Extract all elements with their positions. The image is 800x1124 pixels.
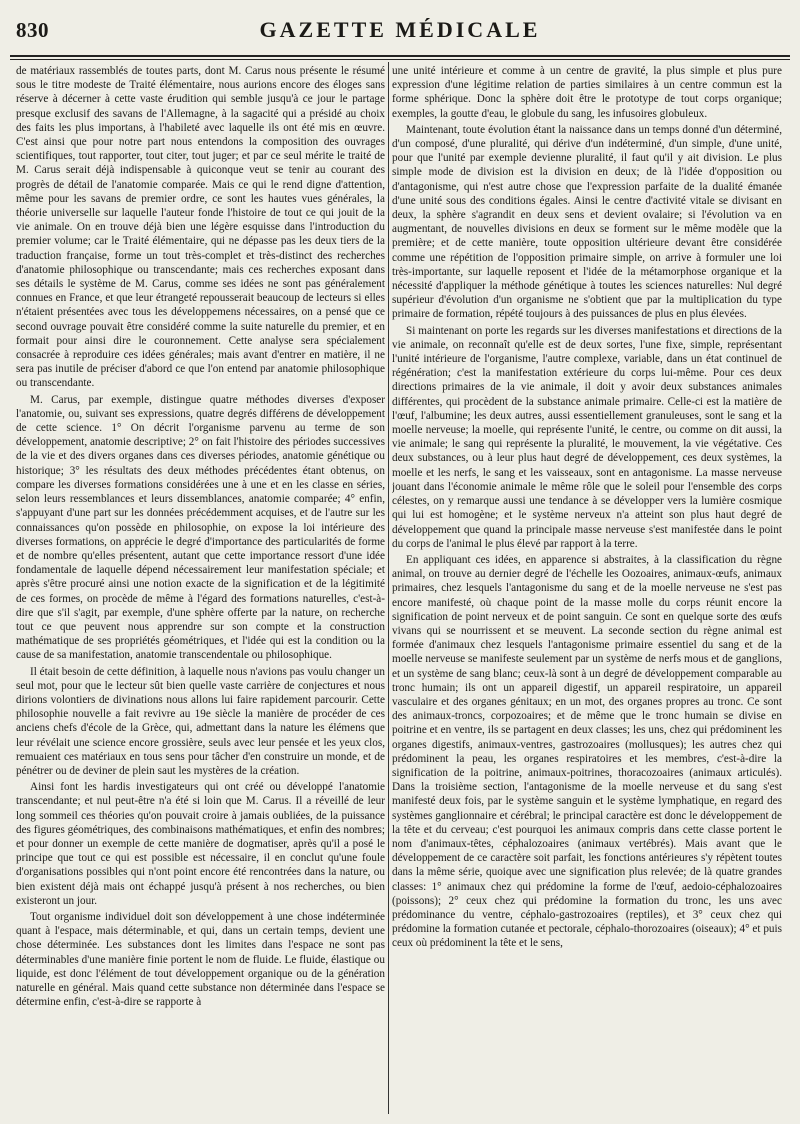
header-rule [10, 55, 790, 57]
paragraph: une unité intérieure et comme à un centre de gravité, la plus simple et plus pure expression d'une légitime relation de parties similaires à un centre commun est la forme sphérique. Donc la sphère doit être le prototype de tout corps organique; exemples, la goutte d'eau, le globule du sang, les infusoires globuleux. [392, 65, 782, 120]
paragraph: Si maintenant on porte les regards sur les diverses manifestations et directions de la vie animale, on reconnaît qu'elle est de deux sortes, l'une fixe, simple, représentant l'unité intérieure de l'organisme, l'autre complexe, variable, dans un état continuel de régénération; c'est la manifestation extérieure du corps lui-même. Pour ces deux directions primaires de la vie animale, il doit y avoir deux substances animales différentes, qui procèdent de la substance animale primaire. Celle-ci est la matière de l'œuf, l'albumine; les deux autres, aussi essentiellement granuleuses, sont le sang et la moelle nerveuse; la moelle, qui représente l'unité, le centre, ou comme on dit aussi, la vie animale; le sang qui représente la pluralité, le mouvement, la vie végétative. Ces deux substances, ou à leur plus haut degré de développement, ces deux systèmes, la moelle et les nerfs, le sang et les vaisseaux, sont en antagonisme. La masse nerveuse jouant dans l'économie animale le même rôle que le soleil pour l'ensemble des corps célestes, on y remarque aussi une tendance à se développer vers la lumière cosmique qui lui est homogène; et le système nerveux n'a atteint son plus haut degré de développement que quand la principale masse nerveuse s'est manifestée dans le point du corps de l'animal le plus élevé par rapport à la terre. [392, 324, 782, 550]
left-column [16, 64, 385, 1114]
paragraph: Tout organisme individuel doit son développement à une chose indéterminée quant à l'espace, mais déterminable, et qui, dans un certain temps, devient une chose déterminée. Les substances dont les limites dans l'espace ne sont pas déterminables d'une manière finie portent le nom de fluide. Le fluide, élastique ou liquide, est donc l'élément de tout développement organique ou de la génération naturelle en général. Mais quand cette substance non déterminée dans l'espace se détermine enfin, c'est-à-dire se rapporte à [16, 910, 385, 1009]
right-column [392, 64, 782, 1114]
paragraph: En appliquant ces idées, en apparence si abstraites, à la classification du règne animal, on trouve au dernier degré de l'échelle les Oozoaires, animaux-œufs, animaux primaires, chez lesquels l'antagonisme du sang et de la moelle nerveuse ne s'est pas encore manifesté, où chaque point de la masse molle du corps réunit encore la signification de point nerveux et de point sanguin. Ce sont en quelque sorte des œufs vivans qui se nourrissent et se meuvent. La seconde section du règne animal est formée d'animaux chez lesquels l'antagonisme primaire essentiel du sang et de la moelle nerveuse se manifeste seulement par un système de nerfs mous et de ganglions, et un système de sang blanc; ceux-là sont à un degré de développement comparable au tronc humain; ils ont un appareil digestif, un appareil respiratoire, un appareil vasculaire et des organes génitaux; en un mot, des organes propres au tronc. Ce sont des animaux-troncs, corpozoaires; et de même que le tronc humain se divise en poitrine et en ventre, ils se partagent en deux classes; les uns, chez qui prédominent les organes digestifs, animaux-ventres, gastrozoaires (mollusques); les autres chez qui prédominent la peau, les organes respiratoires et les membres, c'est-à-dire la signification de la poitrine, animaux-poitrines, thoracozoaires (animaux articulés). Dans la troisième section, l'antagonisme de la moelle nerveuse et du sang s'est manifesté deux fois, par le système sanguin et le système lymphatique, en regard des systèmes ganglionnaire et cérébral; le principal caractère est donc le développement de la tête et du cerveau; c'est pourquoi les animaux compris dans cette classe portent le nom d'animaux-têtes, céphalozoaires (animaux vertébrés). Mais avant que le développement de ce caractère soit parfait, les fonctions antérieures s'y répètent toutes dans la même série, quoique avec une signification plus relevée; de là quatre grandes classes: 1° animaux chez qui prédomine la forme de l'œuf, aedoio-céphalozoaires (poissons); 2° ceux chez qui prédomine la formation du tronc, les uns avec prédominance du ventre, céphalo-gastrozoaires (reptiles), et 3° ceux chez qui prédomine la formation cutanée et pectorale, céphalo-thorozoaires (oiseaux); 4° et puis ceux où prédominent la tête et le sens, [392, 553, 782, 950]
paragraph: Maintenant, toute évolution étant la naissance dans un temps donné d'un déterminé, d'un composé, d'une pluralité, qui dérive d'un indéterminé, d'un simple, d'une unité, pour que l'unité par exemple devienne pluralité, il faut qu'il y ait division. Le plus simple mode de division est la division en deux; de là l'idée d'opposition ou d'antagonisme, qui n'est autre chose que l'expression parfaite de la dualité émanée d'une unité sous des conditions égales. Ainsi le centre d'activité vitale se divisant en deux, la sphère s'agrandit en deux sens et devient ovalaire; si l'évolution va en augmentant, de nouvelles divisions en deux se forment sur le même modèle que la première; et de cette manière, toute opposition ultérieure devant être considérée comme une répétition de l'opposition primaire simple, on arrive à formuler une loi très-importante, sur laquelle reposent et l'idée de la métamorphose organique et la nécessité d'appliquer la méthode génétique à toutes les sciences naturelles: Nul degré supérieur d'évolution d'un organisme ne s'obtient que par la multiplication du type primaire de formation, répété toujours à des puissances de plus en plus élevées. [392, 123, 782, 321]
page-number: 830 [16, 18, 49, 42]
page-header [10, 14, 790, 48]
paragraph: Ainsi font les hardis investigateurs qui ont créé ou développé l'anatomie transcendante; et nul peut-être n'a été si loin que M. Carus. Il a réveillé de leur long sommeil ces théories qu'on pouvait croire à jamais oubliées, de la puissance des figures géométriques, des combinaisons mathématiques, et enfin des nombres; et pour donner un exemple de cette manière de dogmatiser, après qu'il a posé le principe que tout ce qui est possible est nécessaire, il en conclut qu'une foule d'organisations possibles qui n'ont point encore été rencontrées dans la nature, ou bien existent déjà mais ont échappé jusqu'à présent à nos recherches, ou bien existeront un jour. [16, 781, 385, 907]
header-rule-thin [10, 59, 790, 60]
page-title: GAZETTE MÉDICALE [259, 17, 541, 42]
paragraph: M. Carus, par exemple, distingue quatre méthodes diverses d'exposer l'anatomie, ou, suivant ses expressions, quatre degrés différens de développement de cette science. 1° On décrit l'organisme parvenu au terme de son développement, anatomie descriptive; 2° on fait l'histoire des périodes successives de la vie et des divers organes dans ces diverses périodes, anatomie génétique ou historique; 3° les résultats des deux méthodes précédentes étant obtenus, on compare les diverses formations considérées une à une et en les classe en séries, selon leurs ressemblances et leurs dissemblances, anatomie comparée; 4° enfin, s'appuyant d'une part sur les données précédemment acquises, et de l'autre sur les connaissances qu'on possède en philosophie, on expose la loi intérieure des diverses formations, on apprécie le degré d'importance des particularités de forme et de nombre qu'elles présentent, autant que cette importance ressort d'une idée fondamentale de laquelle dépend nécessairement leur manifestation spéciale; et après s'être procuré ainsi une notion exacte de la signification et de la légitimité de ces formes, on procède de même à l'égard des formations naturelles, c'est-à-dire que s'il s'agit, par exemple, d'une sphère offerte par la nature, on recherche tout ce que peuvent nous apprendre sur son compte et la construction mathématique de ses propriétés géométriques, et l'idée qui est la condition ou la cause de sa manifestation, anatomie transcendentale ou philosophique. [16, 393, 385, 662]
column-divider [388, 62, 389, 1114]
paragraph: Il était besoin de cette définition, à laquelle nous n'avions pas voulu changer un seul mot, pour que le lecteur sût bien quelle vaste carrière de conjectures et nous dirions volontiers de divinations nous allons lui faire rapidement parcourir. Cette philosophie nouvelle a fait revivre au 19e siècle la manière de procéder de ces anciens chefs d'école de la Grèce, qui, admettant dans la nature les élémens que leur révélait une science encore grossière, seuls avec leur pensée et les yeux clos, remuaient ces matériaux en tous sens pour tâcher d'en construire un monde, et de pénétrer ou de deviner de plein saut les mystères de la création. [16, 665, 385, 777]
paragraph: de matériaux rassemblés de toutes parts, dont M. Carus nous présente le résumé sous le titre modeste de Traité élémentaire, nous aurions encore des éloges sans réserve à décerner à cette vaste érudition qui semble jusqu'à ce jour le partage presque exclusif des savans de l'Allemagne, à la sagacité qui a présidé au choix des faits les plus importans, à l'habileté avec laquelle ils ont été mis en œuvre. C'est ainsi que pour notre part nous entendons la composition des ouvrages scientifiques, tout rapporter, tout citer, tout juger; et par ce seul mérite le traité de M. Carus serait déjà indispensable à quiconque veut se tenir au courant des progrès de détail de l'anatomie comparée. Mais ce qui le rend digne d'attention, même pour les savans de premier ordre, ce sont les hautes vues générales, la théorie universelle sur laquelle l'auteur fonde l'histoire de tout ce qui jouit de la vie animale. On en trouve déjà bien une légère esquisse dans l'introduction du premier volume; car le Traité élémentaire, qui ne dépasse pas les deux tiers de la traduction française, forme un tout très-complet et très-distinct des recherches d'anatomie philosophique ou transcendante; mais ces recherches exposant dans ses détails le système de M. Carus, comme ses idées ne sont pas généralement connues en France, et que leur étrangeté repousserait beaucoup de lecteurs si elles n'étaient présentées avec tous les développemens nécessaires, on a pensé que ce second ouvrage pouvait être considéré comme la suite naturelle du premier, et en formait pour ainsi dire le couronnement. Cette analyse sera spécialement consacrée à reproduire ces idées générales; mais avant d'entrer en matière, il ne sera pas inutile de préciser d'abord ce que l'on entend par anatomie philosophique ou transcendante. [16, 65, 385, 390]
